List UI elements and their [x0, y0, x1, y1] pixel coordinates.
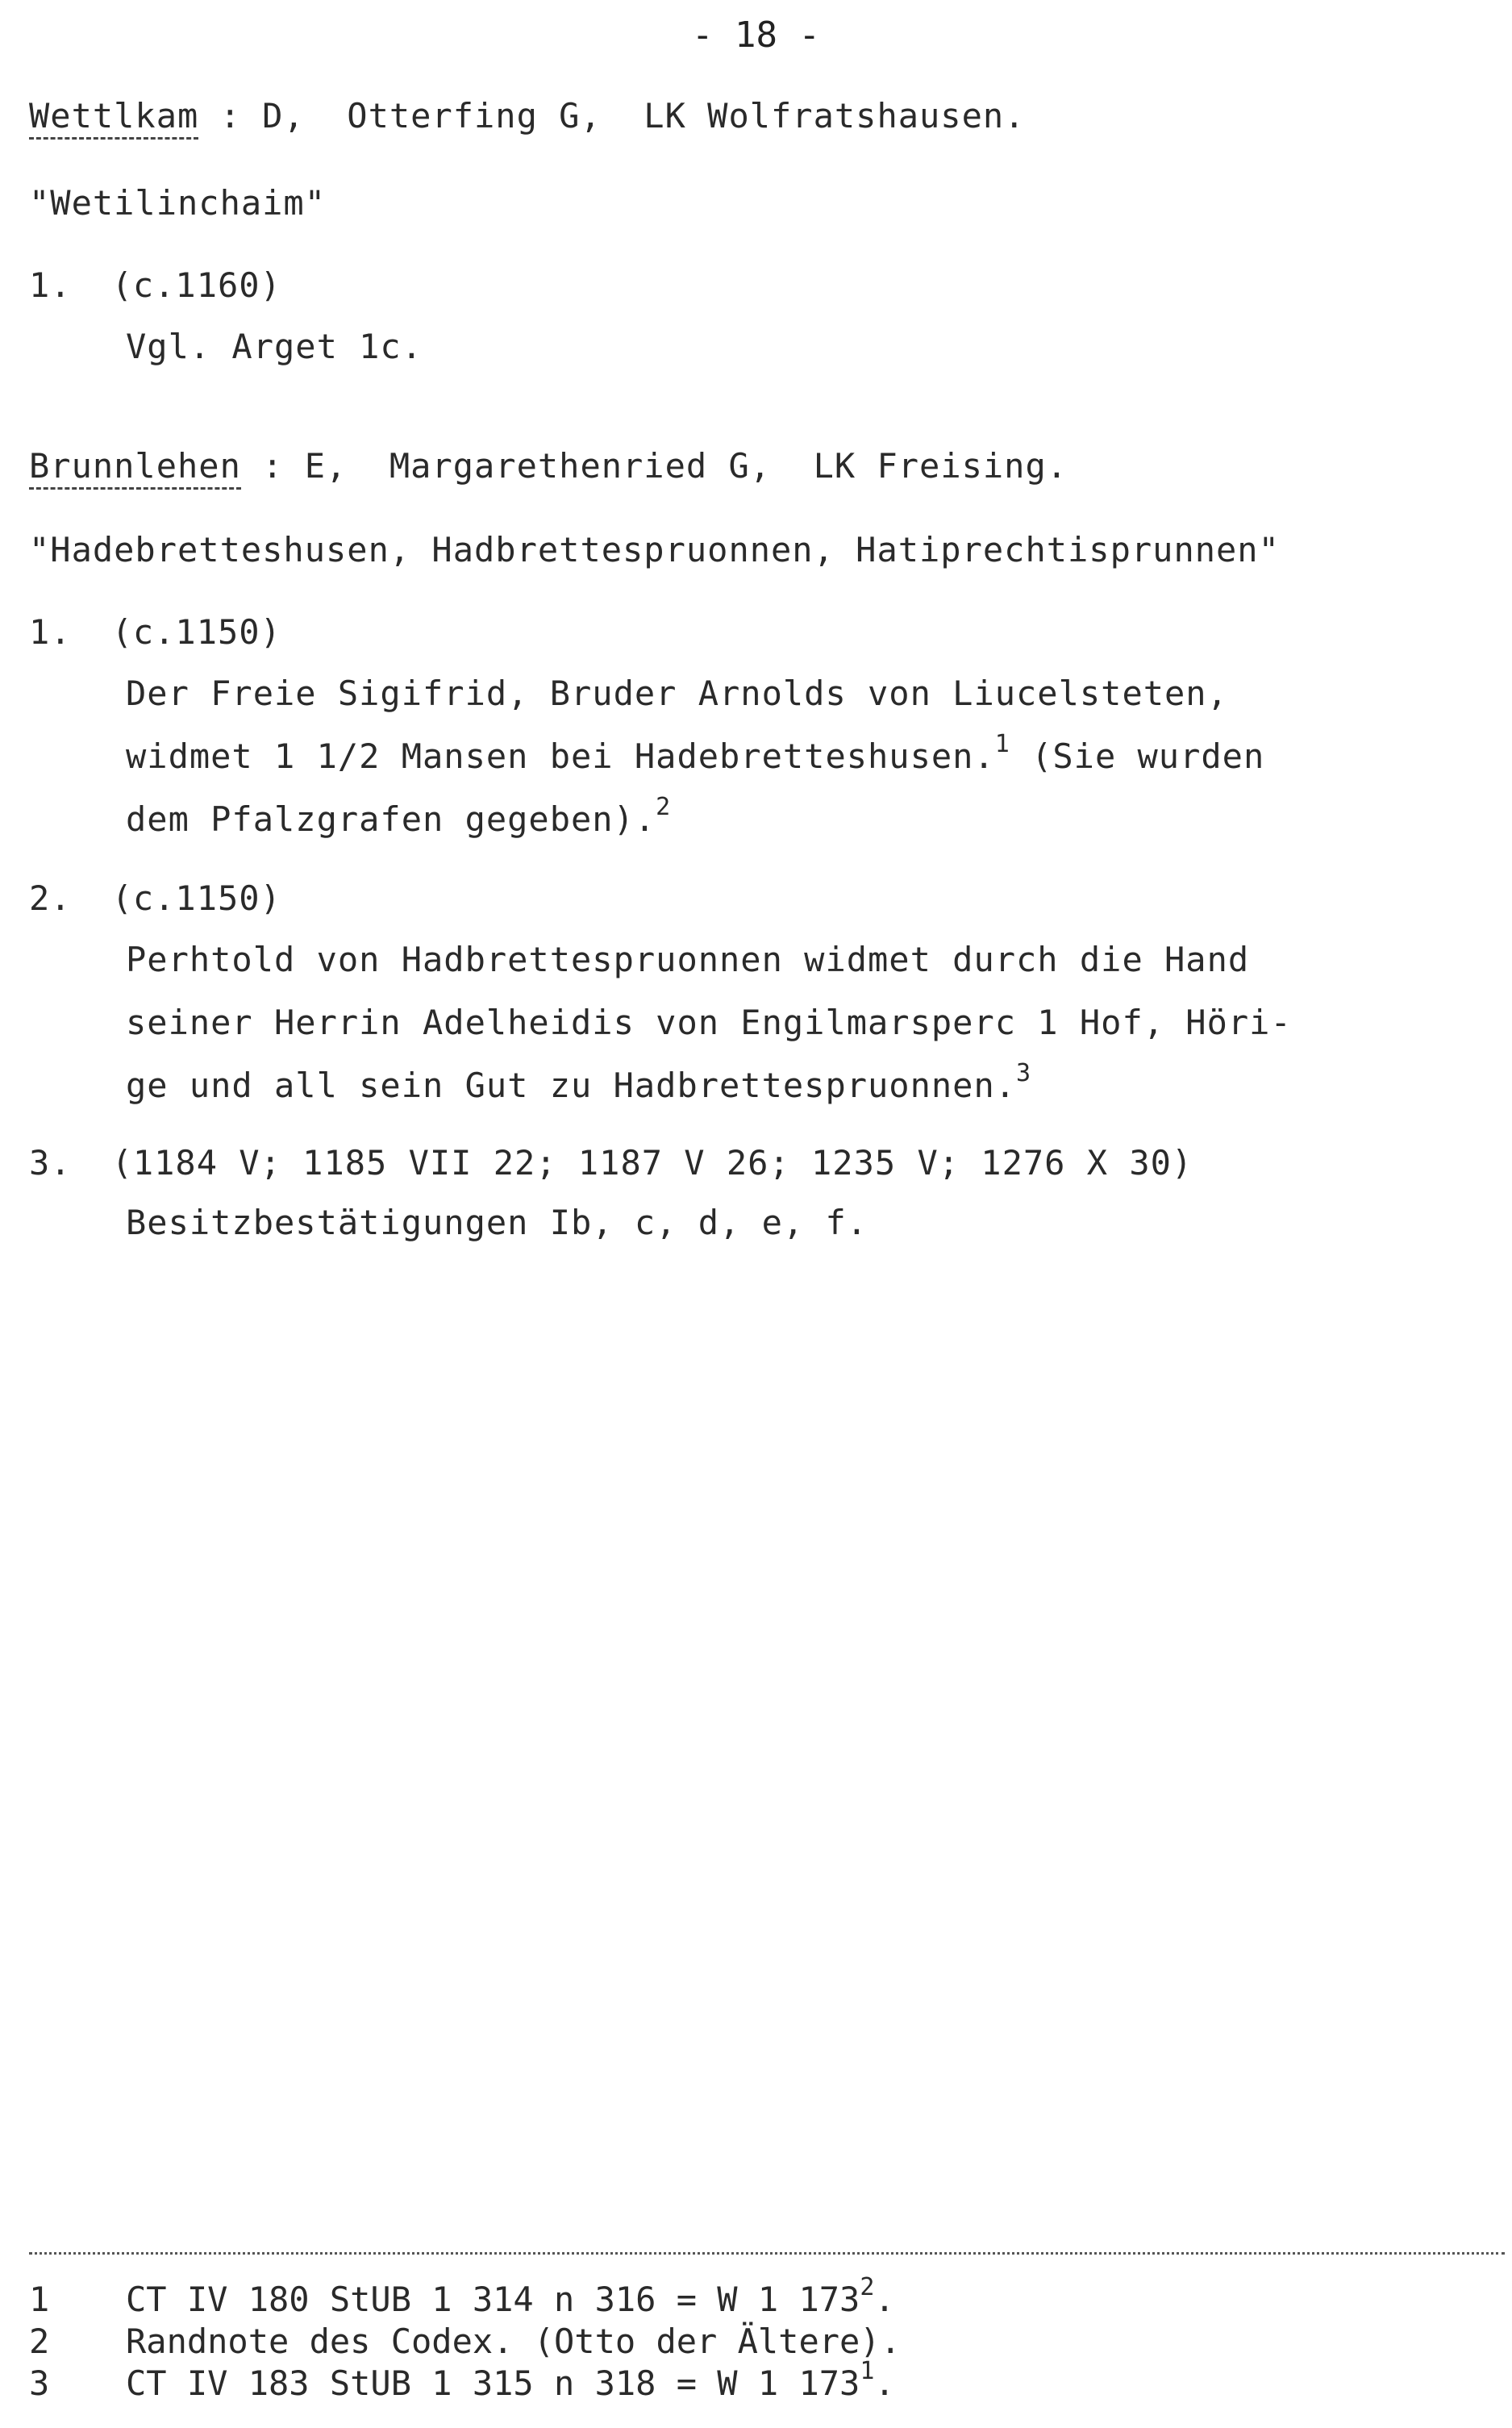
- footnote-3: [29, 2357, 895, 2404]
- item-text: [126, 730, 1265, 778]
- footnote-ref[interactable]: 3: [1016, 1059, 1032, 1087]
- item-text: [126, 793, 672, 841]
- item-row: [29, 265, 281, 307]
- item-text: Perhtold von Hadbrettespruonnen widmet durch die Hand: [126, 940, 1250, 979]
- footnote-tail: .: [874, 2280, 895, 2319]
- footnote-number: 1: [29, 2280, 50, 2319]
- place-info: : E, Margarethenried G, LK Freising.: [240, 446, 1068, 486]
- historic-name: "Wetilinchaim": [29, 183, 327, 223]
- footnote-ref[interactable]: 1: [994, 730, 1010, 758]
- place-name: Brunnlehen: [29, 446, 241, 490]
- item-text: Vgl. Arget 1c.: [126, 327, 423, 366]
- item-text: Der Freie Sigifrid, Bruder Arnolds von Liucelsteten,: [126, 674, 1228, 713]
- footnote-text: CT IV 183 StUB 1 315 n 318 = W 1 173: [126, 2363, 860, 2403]
- footnote-ref[interactable]: 2: [656, 793, 672, 821]
- place-name: Wettlkam: [29, 96, 198, 140]
- place-info: : D, Otterfing G, LK Wolfratshausen.: [198, 96, 1026, 136]
- footnote-tail: .: [874, 2363, 895, 2403]
- item-date: (c.1150): [111, 612, 281, 652]
- item-number: 3.: [29, 1143, 72, 1183]
- entry-heading-brunnlehen: [29, 445, 1068, 487]
- entry-heading-wettlkam: [29, 95, 1025, 137]
- footnote-number: 2: [29, 2322, 50, 2361]
- item-number: 1.: [29, 265, 72, 305]
- item-number: 1.: [29, 612, 72, 652]
- item-text: [126, 1059, 1032, 1107]
- item-text: Besitzbestätigungen Ib, c, d, e, f.: [126, 1203, 868, 1242]
- item-text-part: (Sie wurden: [1010, 736, 1265, 776]
- item-text-part: dem Pfalzgrafen gegeben).: [126, 799, 656, 839]
- item-date: (c.1160): [111, 265, 281, 305]
- page-number: - 18 -: [692, 15, 820, 56]
- item-row: [29, 611, 281, 653]
- footnote-sup: 2: [860, 2273, 875, 2301]
- footnote-number: 3: [29, 2363, 50, 2403]
- footnote-1: [29, 2273, 895, 2320]
- item-date: (1184 V; 1185 VII 22; 1187 V 26; 1235 V; 1276 X 30): [111, 1143, 1193, 1183]
- item-text-part: ge und all sein Gut zu Hadbrettespruonnen.: [126, 1066, 1017, 1105]
- item-row: [29, 878, 281, 920]
- item-date: (c.1150): [111, 878, 281, 918]
- footnote-sup: 1: [860, 2357, 875, 2385]
- item-text: seiner Herrin Adelheidis von Engilmarsperc 1 Hof, Höri-: [126, 1003, 1292, 1042]
- item-row: [29, 1142, 1193, 1184]
- footnote-2: [29, 2322, 901, 2362]
- item-text-part: widmet 1 1/2 Mansen bei Hadebretteshusen.: [126, 736, 995, 776]
- historic-name: "Hadebretteshusen, Hadbrettespruonnen, Hatiprechtisprunnen": [29, 530, 1280, 569]
- footnote-text: CT IV 180 StUB 1 314 n 316 = W 1 173: [126, 2280, 860, 2319]
- item-number: 2.: [29, 878, 72, 918]
- footnote-divider: [29, 2252, 1505, 2255]
- footnote-text: Randnote des Codex. (Otto der Ältere).: [126, 2322, 901, 2361]
